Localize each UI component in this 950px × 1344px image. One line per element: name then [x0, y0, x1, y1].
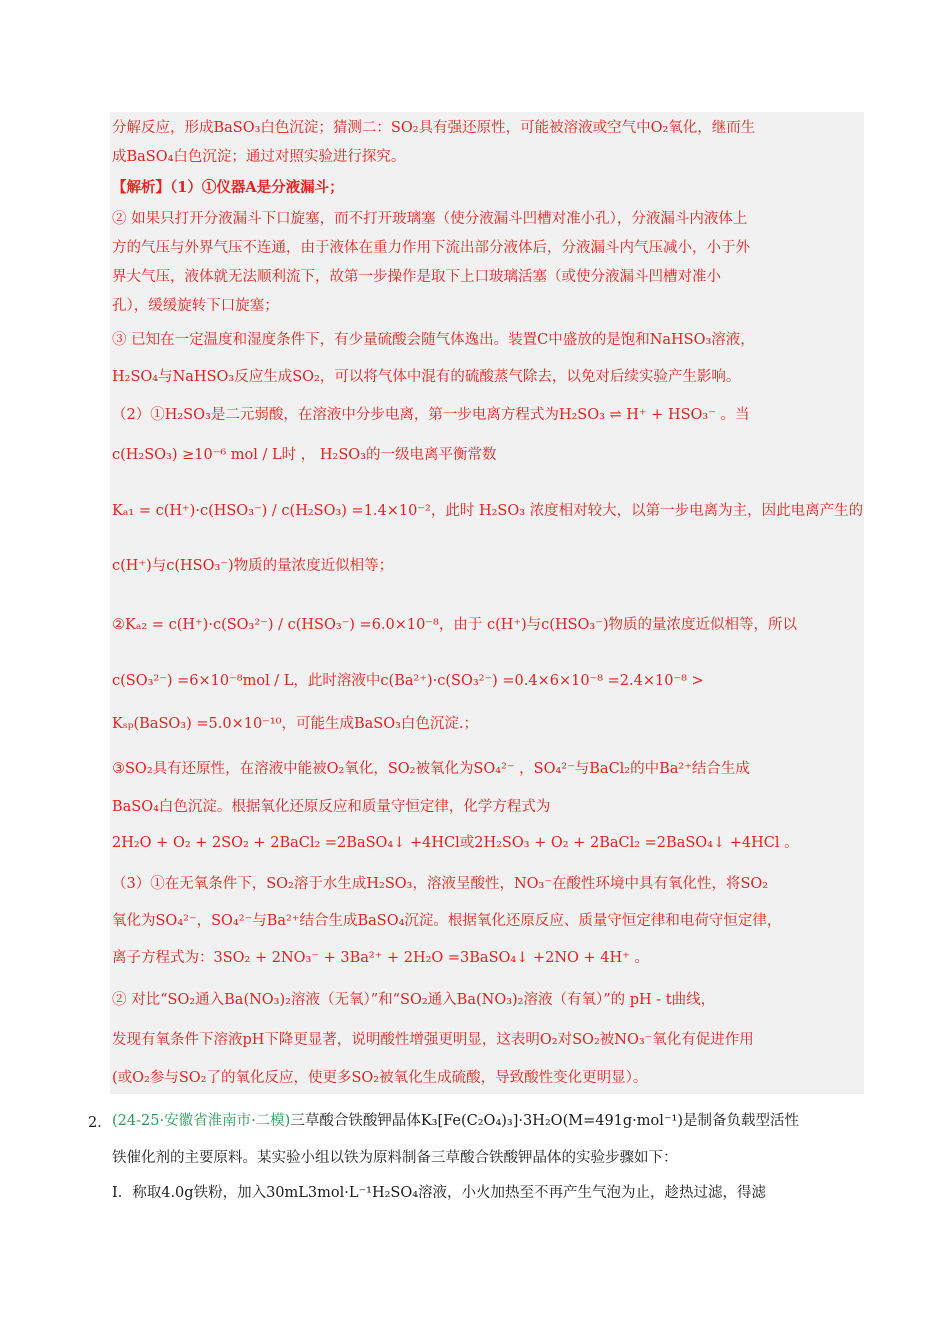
formula-line: ②Kₐ₂ = c(H⁺)·c(SO₃²⁻) / c(HSO₃⁻) =6.0×10⁻⁸，由于 c(H⁺)与c(HSO₃⁻)物质的量浓度近似相等，所以 [112, 617, 798, 633]
answer-line: BaSO₄白色沉淀。根据氧化还原反应和质量守恒定律，化学方程式为 [112, 799, 551, 815]
answer-line: ③SO₂具有还原性，在溶液中能被O₂氧化，SO₂被氧化为SO₄²⁻ ，SO₄²⁻与BaCl₂的中Ba²⁺结合生成 [112, 761, 750, 777]
analysis-heading-line: 【解析】（1）①仪器A是分液漏斗； [112, 179, 344, 196]
equation-line: 离子方程式为：3SO₂ + 2NO₃⁻ + 3Ba²⁺ + 2H₂O =3BaSO₄↓ +2NO + 4H⁺ 。 [112, 950, 649, 966]
question-text: 三草酸合铁酸钾晶体K₃[Fe(C₂O₄)₃]·3H₂O(M=491g·mol⁻¹)是制备负载型活性 [290, 1113, 800, 1129]
answer-line: c(H⁺)与c(HSO₃⁻)物质的量浓度近似相等； [112, 558, 394, 574]
question-first-line [112, 1111, 799, 1131]
answer-line: ② 对比“SO₂通入Ba(NO₃)₂溶液（无氧）”和“SO₂通入Ba(NO₃)₂溶液（有氧）”的 pH - t曲线， [112, 992, 716, 1008]
answer-line: 发现有氧条件下溶液pH下降更显著，说明酸性增强更明显，这表明O₂对SO₂被NO₃⁻氧化有促进作用 [112, 1032, 754, 1048]
answer-line: 孔），缓缓旋转下口旋塞； [112, 298, 279, 314]
answer-line: 分解反应，形成BaSO₃白色沉淀；猜测二：SO₂具有强还原性，可能被溶液或空气中O₂氧化，继而生 [112, 120, 756, 136]
answer-line: 方的气压与外界气压不连通，由于液体在重力作用下流出部分液体后，分液漏斗内气压减小，小于外 [112, 240, 750, 256]
answer-line: （3）①在无氧条件下，SO₂溶于水生成H₂SO₃，溶液呈酸性，NO₃⁻在酸性环境中具有氧化性，将SO₂ [112, 876, 769, 892]
question-number: 2． [88, 1115, 112, 1131]
answer-line: ③ 已知在一定温度和湿度条件下，有少量硫酸会随气体逸出。装置C中盛放的是饱和NaHSO₃溶液， [112, 332, 755, 348]
answer-line: 界大气压，液体就无法顺利流下，故第一步操作是取下上口玻璃活塞（或使分液漏斗凹槽对准小 [112, 269, 721, 285]
answer-line: (或O₂参与SO₂了的氧化反应，使更多SO₂被氧化生成硫酸，导致酸性变化更明显）。 [112, 1070, 648, 1086]
answer-line: c(H₂SO₃) ≥10⁻⁶ mol / L时 ， H₂SO₃的一级电离平衡常数 [112, 447, 497, 463]
answer-block [110, 112, 864, 1094]
answer-line: H₂SO₄与NaHSO₃反应生成SO₂，可以将气体中混有的硫酸蒸气除去，以免对后续实验产生影响。 [112, 369, 741, 385]
question-step-line: I．称取4.0g铁粉，加入30mL3mol·L⁻¹H₂SO₄溶液，小火加热至不再产生气泡为止，趁热过滤，得滤 [112, 1185, 767, 1201]
answer-line: 成BaSO₄白色沉淀；通过对照实验进行探究。 [112, 149, 406, 165]
answer-line: ② 如果只打开分液漏斗下口旋塞，而不打开玻璃塞（使分液漏斗凹槽对准小孔），分液漏斗内液体上 [112, 211, 748, 227]
formula-line: Kₛₚ(BaSO₃) =5.0×10⁻¹⁰，可能生成BaSO₃白色沉淀.； [112, 716, 479, 732]
formula-line: Kₐ₁ = c(H⁺)·c(HSO₃⁻) / c(H₂SO₃) =1.4×10⁻²，此时 H₂SO₃ 浓度相对较大，以第一步电离为主，因此电离产生的 [112, 503, 864, 519]
formula-line: c(SO₃²⁻) =6×10⁻⁸mol / L，此时溶液中c(Ba²⁺)·c(SO₃²⁻) =0.4×6×10⁻⁸ =2.4×10⁻⁸ > [112, 673, 704, 689]
question-line: 铁催化剂的主要原料。某实验小组以铁为原料制备三草酸合铁酸钾晶体的实验步骤如下： [112, 1150, 678, 1166]
answer-line: 氧化为SO₄²⁻，SO₄²⁻与Ba²⁺结合生成BaSO₄沉淀。根据氧化还原反应、质量守恒定律和电荷守恒定律， [112, 913, 782, 929]
equation-line: 2H₂O + O₂ + 2SO₂ + 2BaCl₂ =2BaSO₄↓ +4HCl或2H₂SO₃ + O₂ + 2BaCl₂ =2BaSO₄↓ +4HCl 。 [112, 835, 799, 851]
answer-line: （2）①H₂SO₃是二元弱酸，在溶液中分步电离，第一步电离方程式为H₂SO₃ ⇌ H⁺ + HSO₃⁻ 。当 [112, 407, 750, 423]
question-source: (24-25·安徽省淮南市·二模) [112, 1113, 291, 1129]
